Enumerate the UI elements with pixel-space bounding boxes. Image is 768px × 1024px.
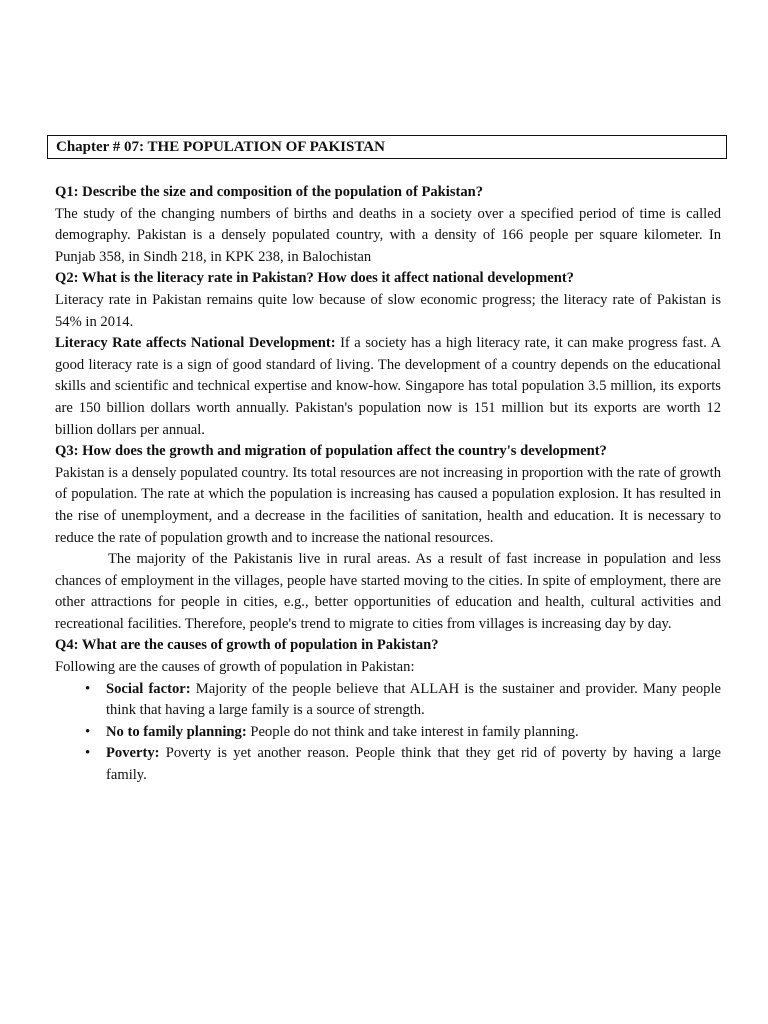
cause-heading: Social factor: — [106, 680, 191, 697]
list-item — [55, 679, 721, 722]
literacy-subtext: If a society has a high literacy rate, it can make progress fast. A good literacy rate is a sign of good standard of living. The development of a country depends on the educational skills and scientific and technical expertise and know-how. Singapore has total population 3.5 million, its exports are 150 billion dollars worth annually. Pakistan's population now is 151 million but its exports are worth 12 billion dollars per annual. — [55, 335, 722, 438]
question-4: Q4: What are the causes of growth of population in Pakistan? — [55, 637, 439, 654]
bullet-icon: • — [85, 745, 91, 762]
answer-1: The study of the changing numbers of births and deaths in a society over a specified period of time is called demography. Pakistan is a densely populated country, with a density of 166 people per square kilometer. In Punjab 358, in Sindh 218, in KPK 238, in Balochistan — [55, 205, 721, 265]
bullet-icon: • — [85, 723, 91, 740]
bullet-icon: • — [85, 680, 91, 697]
cause-text: Poverty is yet another reason. People think that they get rid of poverty by having a large family. — [106, 745, 721, 784]
list-item — [55, 722, 721, 744]
document-body — [55, 182, 721, 787]
question-1: Q1: Describe the size and composition of the population of Pakistan? — [55, 184, 484, 200]
question-2: Q2: What is the literacy rate in Pakistan? How does it affect national development? — [55, 270, 574, 287]
answer-4-intro: Following are the causes of growth of population in Pakistan: — [55, 659, 415, 676]
answer-2: Literacy rate in Pakistan remains quite low because of slow economic progress; the literacy rate of Pakistan is 54% in 2014. — [55, 291, 721, 330]
answer-2-development — [55, 333, 721, 441]
causes-list — [55, 679, 721, 787]
cause-text: People do not think and take interest in family planning. — [246, 723, 579, 740]
list-item — [55, 743, 721, 786]
literacy-subheading: Literacy Rate affects National Development: — [55, 335, 336, 352]
cause-text: Majority of the people believe that ALLAH is the sustainer and provider. Many people think that having a large family is a source of strength. — [106, 680, 721, 719]
cause-heading: Poverty: — [106, 745, 160, 762]
answer-3-paragraph-2: The majority of the Pakistanis live in rural areas. As a result of fast increase in population and less chances of employment in the villages, people have started moving to the cities. In spite of employment, there are other attractions for people in cities, e.g., better opportunities of education and health, cultural activities and recreational facilities. Therefore, people's trend to migrate to cities from villages is increasing day by day. — [55, 551, 721, 632]
question-3: Q3: How does the growth and migration of population affect the country's development? — [55, 443, 607, 460]
cause-heading: No to family planning: — [106, 723, 247, 740]
answer-3-paragraph-1: Pakistan is a densely populated country. Its total resources are not increasing in proportion with the rate of growth of population. The rate at which the population is increasing has caused a population explosion. It has resulted in the rise of unemployment, and a decrease in the facilities of sanitation, health and education. It is necessary to reduce the rate of population growth and to increase the national resources. — [55, 464, 721, 546]
chapter-title: Chapter # 07: THE POPULATION OF PAKISTAN — [47, 135, 727, 159]
